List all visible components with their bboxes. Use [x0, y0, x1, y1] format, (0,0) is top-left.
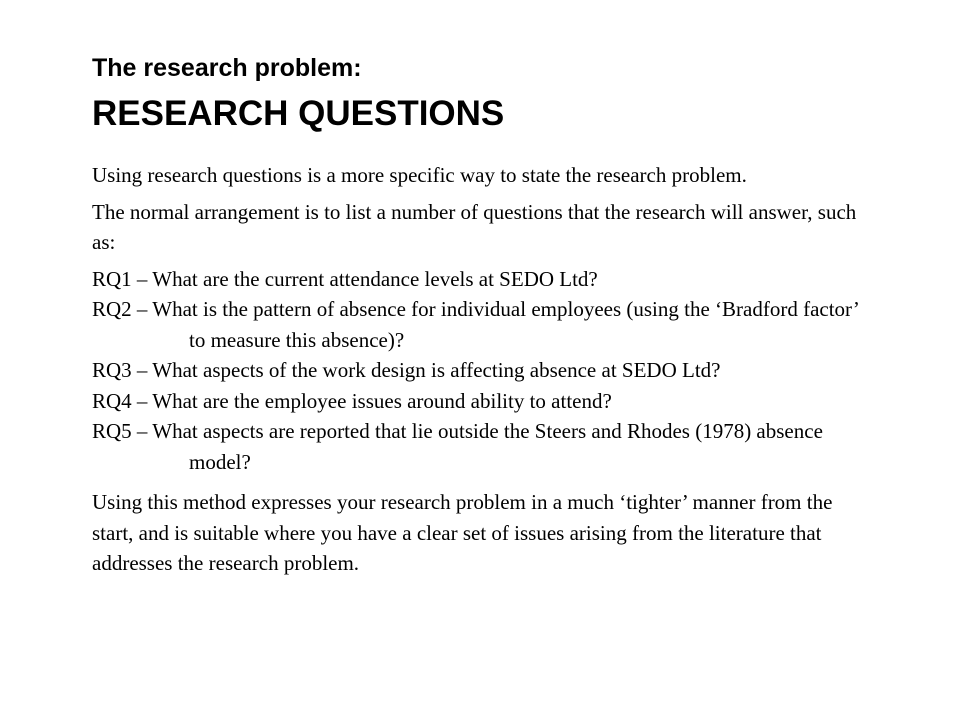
slide-title: RESEARCH QUESTIONS: [92, 94, 505, 133]
intro-paragraph: Using research questions is a more specific way to state the research problem.: [92, 163, 747, 187]
research-question-list: [92, 264, 872, 478]
research-question-rq4: RQ4 – What are the employee issues around ability to attend?: [92, 388, 612, 413]
arrangement-paragraph: The normal arrangement is to list a number of questions that the research will answer, such as:: [92, 199, 857, 254]
research-question-rq1: RQ1 – What are the current attendance levels at SEDO Ltd?: [92, 266, 598, 291]
conclusion-paragraph: Using this method expresses your research problem in a much ‘tighter’ manner from the start, and is suitable where you have a clear set of issues arising from the literature that addresses the research problem.: [92, 490, 833, 575]
research-question-rq5: RQ5 – What aspects are reported that lie outside the Steers and Rhodes (1978) absence model?: [92, 419, 823, 474]
slide-subtitle: The research problem:: [92, 54, 362, 82]
research-question-rq2: RQ2 – What is the pattern of absence for individual employees (using the ‘Bradford factor’ to measure this absence)?: [92, 297, 859, 352]
slide-body: [92, 160, 872, 585]
research-question-rq3: RQ3 – What aspects of the work design is affecting absence at SEDO Ltd?: [92, 358, 721, 382]
